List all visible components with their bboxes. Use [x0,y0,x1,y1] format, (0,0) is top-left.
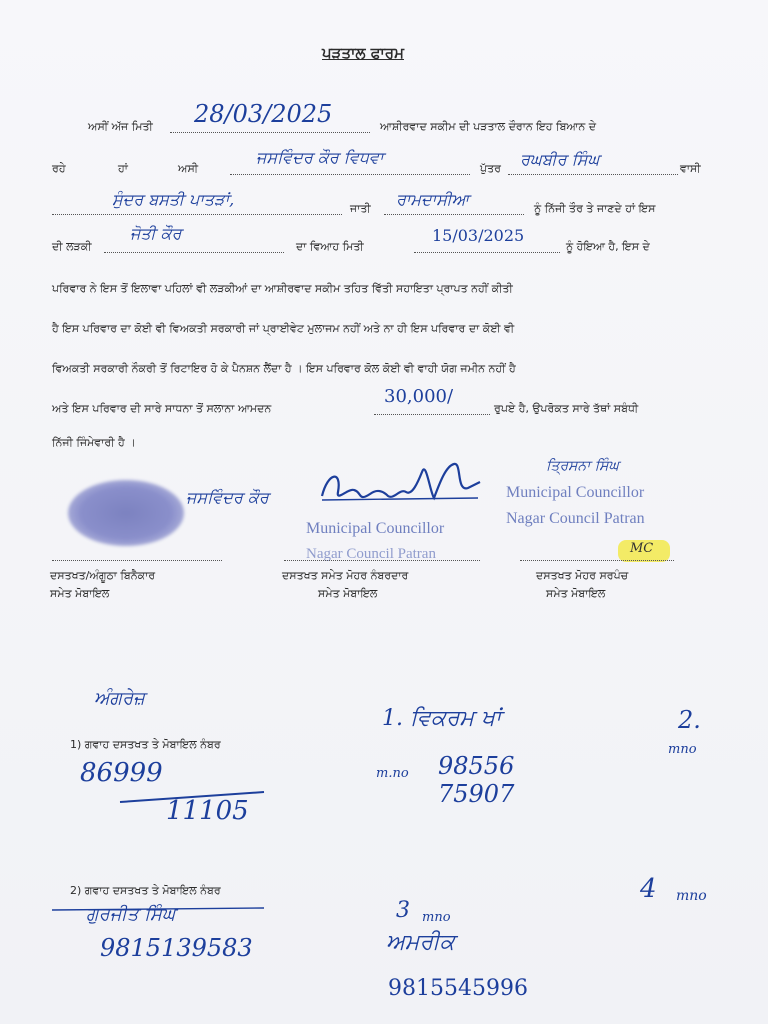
applicant-mobile-label: ਸਮੇਤ ਮੋਬਾਇਲ [50,587,110,600]
filled-caste: ਰਾਮਦਾਸੀਆ [396,190,470,209]
blank-line [414,252,560,253]
body-text: ਦੀ ਲੜਕੀ [52,240,92,253]
body-text: ਅਸੀਂ ਅੱਜ ਮਿਤੀ [88,120,153,133]
body-text: ਹਾਂ [118,162,128,175]
witness1-signature: ਅੰਗਰੇਜ਼ [94,688,145,709]
filled-date: 28/03/2025 [194,100,333,128]
body-text: ਰੁਪਏ ਹੈ, ਉਪਰੋਕਤ ਸਾਰੇ ਤੱਥਾਂ ਸਬੰਧੀ [494,402,639,415]
center-witness-signature: 1. ਵਿਕਰਮ ਖਾਂ [382,706,502,731]
stamp-center-line1: Municipal Councillor [306,520,445,537]
mc-mark: MC [630,541,654,556]
applicant-signature-label: ਦਸਤਖਤ/ਅੰਗੂਠਾ ਬਿਨੈਕਾਰ [50,569,156,582]
filled-father-name: ਰਘਬੀਰ ਸਿੰਘ [520,150,600,169]
body-text: ਪੁੱਤਰ [480,162,501,175]
center-witness-mno-label: m.no [376,766,409,781]
witness3-mobile: 9815545996 [388,976,528,1001]
filled-address: ਸੁੰਦਰ ਬਸਤੀ ਪਾਤੜਾਂ, [112,190,235,209]
body-text: ਨਿੱਜੀ ਜਿੰਮੇਵਾਰੀ ਹੈ । [52,436,136,449]
thumbprint-image [68,480,184,546]
witness2-signature-stroke [50,904,270,916]
witness3-signature: ਅਮਰੀਕ [386,930,455,955]
blank-line [384,214,524,215]
witness-4-mno: mno [676,888,707,904]
filled-marriage-date: 15/03/2025 [432,226,525,245]
councillor-handwritten-name: ਤ੍ਰਿਸਨਾ ਸਿੰਘ [546,458,619,474]
applicant-signature: ਜਸਵਿੰਦਰ ਕੌਰ [186,488,269,507]
numberdar-signature-image [318,452,488,522]
filled-name: ਜਸਵਿੰਦਰ ਕੌਰ ਵਿਧਵਾ [256,148,384,167]
blank-line [508,174,678,175]
body-text: ਪਰਿਵਾਰ ਨੇ ਇਸ ਤੋਂ ਇਲਾਵਾ ਪਹਿਲਾਂ ਵੀ ਲੜਕੀਆਂ ਦਾ ਆਸ਼ੀਰਵਾਦ ਸਕੀਮ ਤਹਿਤ ਵਿੱਤੀ ਸਹਾਇਤਾ ਪ੍ਰਾਪਤ ਨਹੀਂ ਕੀਤੀ [52,282,513,295]
signature-line [520,560,674,561]
body-text: ਨੂੰ ਹੋਇਆ ਹੈ, ਇਸ ਦੇ [566,240,650,253]
numberdar-signature-label: ਦਸਤਖਤ ਸਮੇਤ ਮੋਹਰ ਨੰਬਰਦਾਰ [282,569,409,582]
witness-number-3: 3 [396,898,410,923]
center-witness-mobile-part1: 98556 [438,752,515,780]
center-witness-mobile-part2: 75907 [438,780,515,808]
witness2-label: 2) ਗਵਾਹ ਦਸਤਖਤ ਤੇ ਮੋਬਾਇਲ ਨੰਬਰ [70,884,221,897]
witness1-mobile-part2: 11105 [166,796,249,826]
witness1-label: 1) ਗਵਾਹ ਦਸਤਖਤ ਤੇ ਮੋਬਾਇਲ ਨੰਬਰ [70,738,221,751]
stamp-right-line1: Municipal Councillor [506,484,645,501]
body-text: ਵਾਸੀ [680,162,701,175]
form-title: ਪੜਤਾਲ ਫਾਰਮ [322,44,404,62]
body-text: ਅਸੀ [178,162,199,175]
body-text: ਆਸ਼ੀਰਵਾਦ ਸਕੀਮ ਦੀ ਪੜਤਾਲ ਦੌਰਾਨ ਇਹ ਬਿਆਨ ਦੇ [380,120,597,133]
blank-line [230,174,470,175]
body-text: ਵਿਅਕਤੀ ਸਰਕਾਰੀ ਨੌਕਰੀ ਤੋਂ ਰਿਟਾਇਰ ਹੋ ਕੇ ਪੈਨਸ਼ਨ ਲੈਂਦਾ ਹੈ । ਇਸ ਪਰਿਵਾਰ ਕੋਲ ਕੋਈ ਵੀ ਵਾਹੀ ਯੋਗ ਜਮੀਨ ਨਹੀਂ ਹੈ [52,362,516,375]
stamp-right-line2: Nagar Council Patran [506,510,645,527]
sarpanch-mobile-label: ਸਮੇਤ ਮੋਬਾਇਲ [546,587,606,600]
body-text: ਜਾਤੀ [350,202,371,215]
body-text: ਨੂੰ ਨਿੱਜੀ ਤੌਰ ਤੇ ਜਾਣਦੇ ਹਾਂ ਇਸ [534,202,656,215]
filled-daughter-name: ਜੋਤੀ ਕੌਰ [130,224,182,243]
signature-line [52,560,222,561]
body-text: ਰਹੇ [52,162,66,175]
witness2-mobile: 9815139583 [100,934,253,962]
witness-2-mno: mno [668,742,697,757]
witness-number-4: 4 [640,874,657,904]
numberdar-mobile-label: ਸਮੇਤ ਮੋਬਾਇਲ [318,587,378,600]
signature-line [284,560,480,561]
blank-line [170,132,370,133]
stamp-center-line2: Nagar Council Patran [306,546,436,562]
body-text: ਦਾ ਵਿਆਹ ਮਿਤੀ [296,240,364,253]
witness1-mobile-part1: 86999 [80,758,163,788]
blank-line [374,414,490,415]
body-text: ਅਤੇ ਇਸ ਪਰਿਵਾਰ ਦੀ ਸਾਰੇ ਸਾਧਨਾ ਤੋਂ ਸਲਾਨਾ ਆਮਦਨ [52,402,272,415]
witness2-signature: ਗੁਰਜੀਤ ਸਿੰਘ [86,904,176,925]
blank-line [104,252,284,253]
body-text: ਹੈ ਇਸ ਪਰਿਵਾਰ ਦਾ ਕੋਈ ਵੀ ਵਿਅਕਤੀ ਸਰਕਾਰੀ ਜਾਂ ਪ੍ਰਾਈਵੇਟ ਮੁਲਾਜਮ ਨਹੀਂ ਅਤੇ ਨਾ ਹੀ ਇਸ ਪਰਿਵਾਰ ਦਾ ਕੋਈ ਵੀ [52,322,515,335]
blank-line [52,214,342,215]
witness-number-2: 2. [678,706,701,734]
witness-3-mno: mno [422,910,451,925]
sarpanch-signature-label: ਦਸਤਖਤ ਮੋਹਰ ਸਰਪੰਚ [536,569,629,582]
filled-income: 30,000/ [384,386,454,407]
